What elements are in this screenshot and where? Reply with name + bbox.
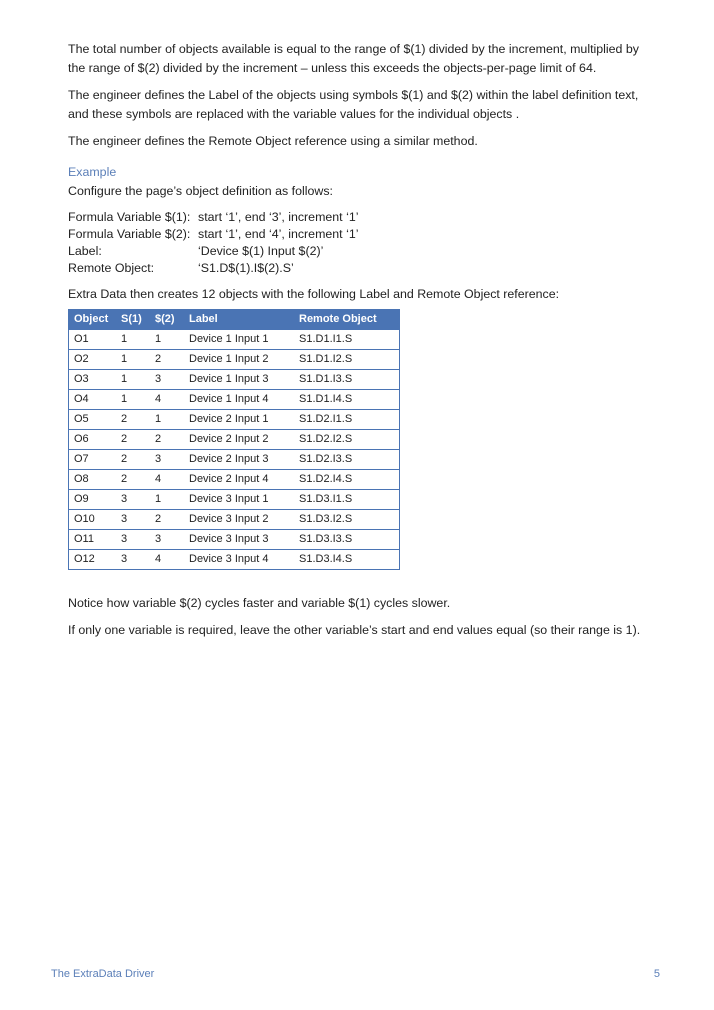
table-body <box>69 330 400 570</box>
cell-s1: 3 <box>116 550 150 570</box>
cell-s1: 2 <box>116 430 150 450</box>
table-row <box>69 510 400 530</box>
definition-row <box>68 226 656 243</box>
definition-key: Formula Variable $(2): <box>68 227 191 241</box>
cell-remote-object: S1.D3.I2.S <box>294 510 400 530</box>
table-header-row <box>69 310 400 330</box>
cell-s2: 4 <box>150 550 184 570</box>
paragraph-label-definition: The engineer defines the Label of the objects using symbols $(1) and $(2) within the label definition text, and these symbols are replaced with the variable values for the individual objects . <box>68 88 639 121</box>
cell-s2: 2 <box>150 350 184 370</box>
definition-row <box>68 260 656 277</box>
cell-remote-object: S1.D3.I4.S <box>294 550 400 570</box>
cell-label: Device 2 Input 4 <box>184 470 294 490</box>
table-row <box>69 370 400 390</box>
cell-label: Device 1 Input 2 <box>184 350 294 370</box>
table-row <box>69 330 400 350</box>
cell-object: O3 <box>69 370 117 390</box>
cell-s1: 3 <box>116 530 150 550</box>
definition-list <box>68 209 656 277</box>
paragraph-remote-object: The engineer defines the Remote Object reference using a similar method. <box>68 134 478 148</box>
cell-s2: 1 <box>150 410 184 430</box>
cell-label: Device 2 Input 1 <box>184 410 294 430</box>
cell-remote-object: S1.D1.I2.S <box>294 350 400 370</box>
cell-s2: 4 <box>150 390 184 410</box>
definition-value: ‘S1.D$(1).I$(2).S’ <box>198 261 294 275</box>
cell-remote-object: S1.D2.I1.S <box>294 410 400 430</box>
cell-s1: 3 <box>116 490 150 510</box>
paragraph-object-count: The total number of objects available is equal to the range of $(1) divided by the increment, multiplied by the range of $(2) divided by the increment – unless this exceeds the objects-per-page limit of 64. <box>68 42 639 75</box>
cell-object: O10 <box>69 510 117 530</box>
table-row <box>69 350 400 370</box>
cell-label: Device 3 Input 1 <box>184 490 294 510</box>
page-number: 5 <box>653 968 660 980</box>
table-row <box>69 490 400 510</box>
cell-remote-object: S1.D1.I4.S <box>294 390 400 410</box>
cell-s1: 2 <box>116 470 150 490</box>
cell-s2: 3 <box>150 450 184 470</box>
cell-object: O11 <box>69 530 117 550</box>
cell-object: O2 <box>69 350 117 370</box>
paragraph-single-variable: If only one variable is required, leave the other variable’s start and end values equal (so their range is 1). <box>68 623 641 637</box>
cell-object: O9 <box>69 490 117 510</box>
cell-remote-object: S1.D1.I3.S <box>294 370 400 390</box>
cell-s2: 2 <box>150 430 184 450</box>
cell-label: Device 1 Input 4 <box>184 390 294 410</box>
cell-label: Device 3 Input 2 <box>184 510 294 530</box>
cell-object: O6 <box>69 430 117 450</box>
table-row <box>69 470 400 490</box>
definition-value: start ‘1’, end ‘4’, increment ‘1’ <box>198 227 359 241</box>
cell-remote-object: S1.D3.I1.S <box>294 490 400 510</box>
header-object: Object <box>69 310 117 330</box>
cell-remote-object: S1.D2.I2.S <box>294 430 400 450</box>
header-label: Label <box>184 310 294 330</box>
cell-remote-object: S1.D1.I1.S <box>294 330 400 350</box>
header-s1: S(1) <box>116 310 150 330</box>
definition-row <box>68 243 656 260</box>
cell-label: Device 1 Input 1 <box>184 330 294 350</box>
cell-label: Device 2 Input 3 <box>184 450 294 470</box>
cell-remote-object: S1.D2.I3.S <box>294 450 400 470</box>
definition-key: Label: <box>68 244 102 258</box>
cell-s2: 4 <box>150 470 184 490</box>
cell-remote-object: S1.D3.I3.S <box>294 530 400 550</box>
definition-value: start ‘1’, end ‘3’, increment ‘1’ <box>198 210 359 224</box>
cell-s1: 2 <box>116 410 150 430</box>
cell-label: Device 1 Input 3 <box>184 370 294 390</box>
cell-object: O8 <box>69 470 117 490</box>
cell-s2: 1 <box>150 330 184 350</box>
table-row <box>69 530 400 550</box>
cell-label: Device 2 Input 2 <box>184 430 294 450</box>
cell-s2: 1 <box>150 490 184 510</box>
header-s2: $(2) <box>150 310 184 330</box>
table-row <box>69 390 400 410</box>
cell-remote-object: S1.D2.I4.S <box>294 470 400 490</box>
cell-s1: 1 <box>116 390 150 410</box>
footer-title: The ExtraData Driver <box>51 968 155 980</box>
cell-s1: 1 <box>116 370 150 390</box>
cell-s2: 3 <box>150 530 184 550</box>
definition-value: ‘Device $(1) Input $(2)’ <box>198 244 324 258</box>
definition-row <box>68 209 656 226</box>
table-row <box>69 430 400 450</box>
table-row <box>69 450 400 470</box>
table-row <box>69 410 400 430</box>
header-remote-object: Remote Object <box>294 310 400 330</box>
example-heading: Example <box>68 165 117 179</box>
example-intro: Configure the page’s object definition as follows: <box>68 184 333 198</box>
definition-key: Remote Object: <box>68 261 155 275</box>
cell-object: O12 <box>69 550 117 570</box>
table-intro: Extra Data then creates 12 objects with the following Label and Remote Object reference: <box>68 287 560 301</box>
cell-object: O7 <box>69 450 117 470</box>
cell-object: O1 <box>69 330 117 350</box>
cell-s1: 2 <box>116 450 150 470</box>
cell-object: O4 <box>69 390 117 410</box>
paragraph-cycle-note: Notice how variable $(2) cycles faster and variable $(1) cycles slower. <box>68 596 451 610</box>
cell-s2: 2 <box>150 510 184 530</box>
cell-s2: 3 <box>150 370 184 390</box>
objects-table <box>68 309 400 570</box>
definition-key: Formula Variable $(1): <box>68 210 191 224</box>
cell-label: Device 3 Input 4 <box>184 550 294 570</box>
cell-s1: 1 <box>116 330 150 350</box>
page-content <box>68 40 656 648</box>
cell-object: O5 <box>69 410 117 430</box>
cell-label: Device 3 Input 3 <box>184 530 294 550</box>
table-row <box>69 550 400 570</box>
cell-s1: 1 <box>116 350 150 370</box>
cell-s1: 3 <box>116 510 150 530</box>
